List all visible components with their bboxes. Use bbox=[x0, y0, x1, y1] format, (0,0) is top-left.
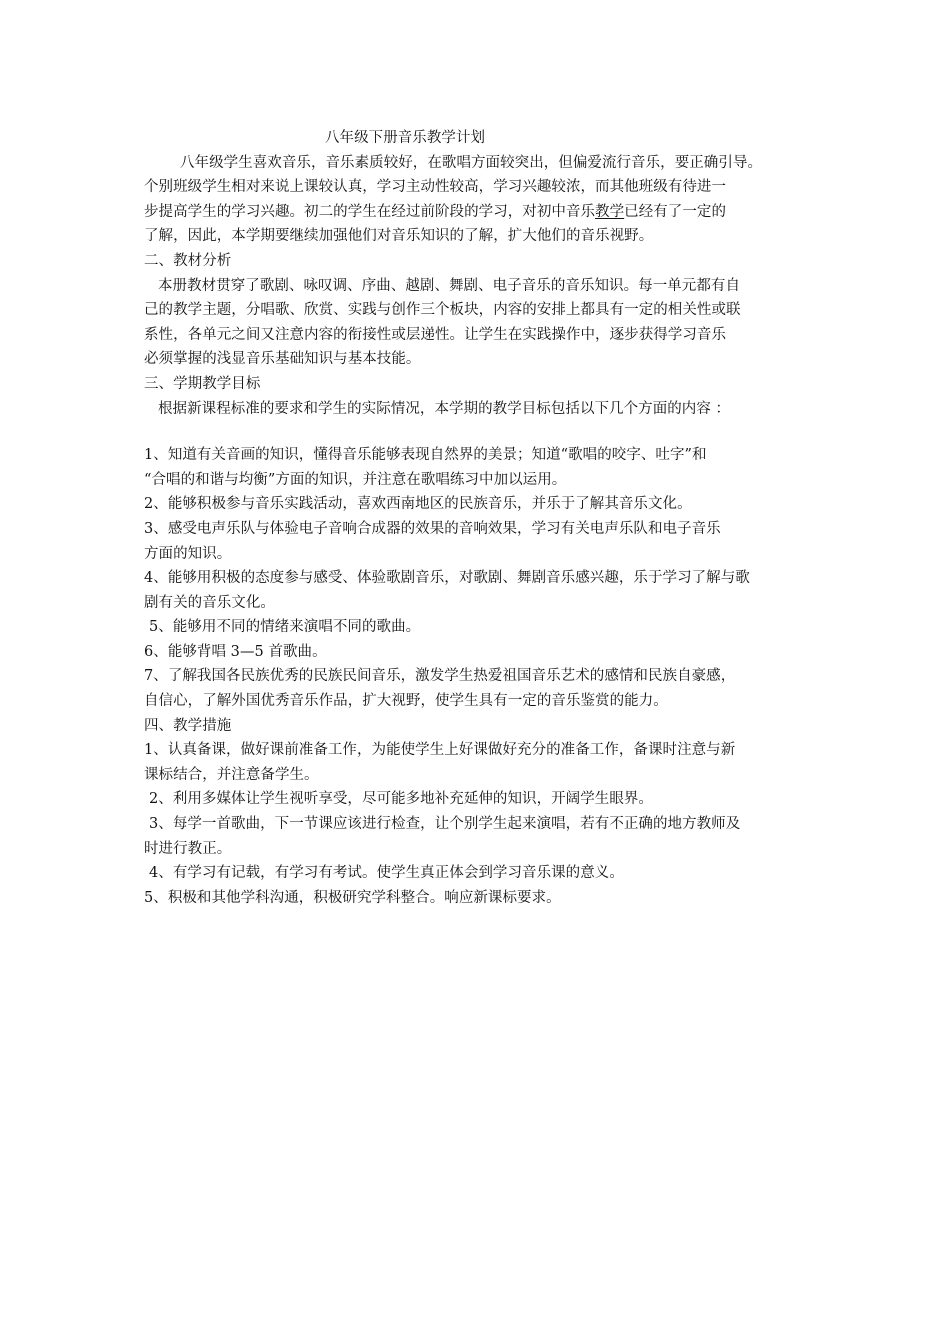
document-body bbox=[144, 126, 820, 910]
goal-item-continued: 剧有关的音乐文化。 bbox=[144, 594, 275, 611]
section-2-line: 必须掌握的浅显音乐基础知识与基本技能。 bbox=[144, 351, 421, 368]
goal-item: 3、感受电声乐队与体验电子音响合成器的效果的音响效果，学习有关电声乐队和电子音乐 bbox=[144, 520, 721, 537]
section-4-heading: 四、教学措施 bbox=[144, 717, 232, 734]
measure-item: 3、每学一首歌曲，下一节课应该进行检查，让个别学生起来演唱，若有不正确的地方教师及 bbox=[149, 816, 741, 833]
intro-line-4: 了解，因此，本学期要继续加强他们对音乐知识的了解，扩大他们的音乐视野。 bbox=[144, 228, 654, 245]
measure-item: 4、有学习有记载，有学习有考试。使学生真正体会到学习音乐课的意义。 bbox=[149, 865, 624, 882]
section-3-heading: 三、学期教学目标 bbox=[144, 375, 261, 392]
blank-line bbox=[144, 421, 820, 443]
measure-item: 2、利用多媒体让学生视听享受，尽可能多地补充延伸的知识，开阔学生眼界。 bbox=[149, 791, 653, 808]
section-2-line: 本册教材贯穿了歌剧、咏叹调、序曲、越剧、舞剧、电子音乐的音乐知识。每一单元都有自 bbox=[158, 277, 740, 294]
goal-item: 2、能够积极参与音乐实践活动，喜欢西南地区的民族音乐，并乐于了解其音乐文化。 bbox=[144, 496, 692, 513]
goal-item-continued: 自信心，了解外国优秀音乐作品，扩大视野，使学生具有一定的音乐鉴赏的能力。 bbox=[144, 693, 668, 710]
goal-item: 6、能够背唱 3—5 首歌曲。 bbox=[144, 643, 327, 660]
intro-line-2: 个别班级学生相对来说上课较认真，学习主动性较高，学习兴趣较浓，而其他班级有待进一 bbox=[144, 179, 726, 196]
goal-item: 5、能够用不同的情绪来演唱不同的歌曲。 bbox=[149, 619, 421, 636]
intro-line-3-text-start: 步提高学生的学习兴趣。初二的学生在经过前阶段的学习，对初中音乐 bbox=[144, 203, 596, 220]
section-2-heading: 二、教材分析 bbox=[144, 252, 232, 269]
intro-line-1: 八年级学生喜欢音乐，音乐素质较好，在歌唱方面较突出，但偏爱流行音乐，要正确引导。 bbox=[180, 154, 762, 171]
goal-item-continued: 方面的知识。 bbox=[144, 545, 232, 562]
intro-line-3 bbox=[144, 200, 820, 225]
goal-item: 7、了解我国各民族优秀的民族民间音乐，激发学生热爱祖国音乐艺术的感情和民族自豪感， bbox=[144, 668, 736, 685]
measure-item: 1、认真备课，做好课前准备工作，为能使学生上好课做好充分的准备工作，备课时注意与新 bbox=[144, 742, 736, 759]
measure-item-continued: 课标结合，并注意备学生。 bbox=[144, 766, 319, 783]
intro-line-3-text-end: 已经有了一定的 bbox=[624, 203, 727, 220]
section-2-line: 系性，各单元之间又注意内容的衔接性或层递性。让学生在实践操作中，逐步获得学习音乐 bbox=[144, 326, 726, 343]
section-3-intro: 根据新课程标准的要求和学生的实际情况，本学期的教学目标包括以下几个方面的内容 ： bbox=[158, 400, 731, 417]
measure-item: 5、积极和其他学科沟通，积极研究学科整合。响应新课标要求。 bbox=[144, 889, 561, 906]
teaching-link[interactable]: 教学 bbox=[595, 203, 625, 220]
goal-item: 4、能够用积极的态度参与感受、体验歌剧音乐，对歌剧、舞剧音乐感兴趣，乐于学习了解与歌 bbox=[144, 570, 750, 587]
measure-item-continued: 时进行教正。 bbox=[144, 840, 232, 857]
goal-item: 1、知道有关音画的知识，懂得音乐能够表现自然界的美景；知道“歌唱的咬字、吐字”和 bbox=[144, 447, 707, 464]
goal-item-continued: “合唱的和谐与均衡”方面的知识，并注意在歌唱练习中加以运用。 bbox=[144, 471, 567, 488]
section-2-line: 己的教学主题，分唱歌、欣赏、实践与创作三个板块，内容的安排上都具有一定的相关性或联 bbox=[144, 302, 741, 319]
document-title: 八年级下册音乐教学计划 bbox=[325, 130, 486, 146]
